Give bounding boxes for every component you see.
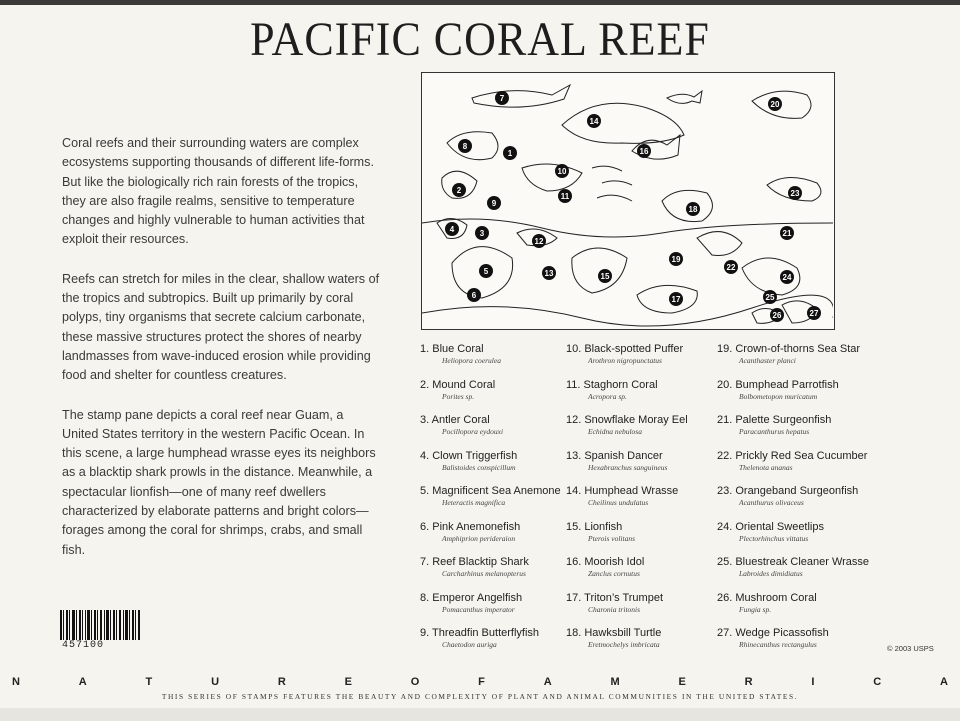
legend-item: 25. Bluestreak Cleaner Wrasse Labroides dimidiatus	[717, 556, 870, 578]
badge-26-label: 26	[772, 311, 782, 320]
series-letter: A	[543, 676, 552, 688]
badge-2-label: 2	[456, 186, 462, 195]
reef-key-illustration	[421, 72, 835, 330]
badge-21-label: 21	[782, 229, 792, 238]
badge-24-label: 24	[782, 273, 792, 282]
series-letter: T	[145, 676, 153, 688]
badge-11-label: 11	[560, 192, 570, 201]
legend-item: 9. Threadfin Butterflyfish Chaetodon auriga	[420, 627, 540, 649]
legend-item: 6. Pink Anemonefish Amphiprion perideraion	[420, 520, 521, 543]
badge-13-label: 13	[544, 269, 554, 278]
legend-item: 19. Crown-of-thorns Sea Star Acanthaster planci	[717, 343, 861, 365]
legend-item: 5. Magnificent Sea Anemone Heteractis magnifica	[420, 485, 561, 507]
badge-8-label: 8	[462, 142, 468, 151]
shark-outline	[472, 85, 570, 107]
badge-15-label: 15	[600, 272, 610, 281]
legend-item: 3. Antler Coral Pocillopora eydouxi	[420, 414, 504, 436]
barcode	[60, 610, 142, 640]
legend-item: 20. Bumphead Parrotfish Bolbometopon muricatum	[717, 378, 839, 401]
legend-item: 22. Prickly Red Sea Cucumber Thelenota ananas	[717, 449, 868, 472]
wrasse-outline	[562, 103, 684, 143]
series-letter: E	[344, 676, 352, 688]
key-number-badges	[445, 91, 821, 322]
barcode-number: 457100	[62, 640, 105, 651]
legend-item: 12. Snowflake Moray Eel Echidna nebulosa	[566, 414, 688, 436]
series-letter: M	[610, 676, 620, 688]
badge-16-label: 16	[639, 147, 649, 156]
legend-item: 21. Palette Surgeonfish Paracanthurus hepatus	[717, 414, 832, 436]
intro-text	[62, 134, 380, 580]
series-name-banner	[0, 676, 960, 690]
series-tagline: THIS SERIES OF STAMPS FEATURES THE BEAUTY AND COMPLEXITY OF PLANT AND ANIMAL COMMUNITIES IN THE UNITED STATES.	[161, 692, 799, 701]
badge-19-label: 19	[671, 255, 681, 264]
badge-20-label: 20	[770, 100, 780, 109]
legend-item: 1. Blue Coral Heliopora coerulea	[420, 343, 501, 365]
legend-item: 4. Clown Triggerfish Balistoides conspicillum	[420, 449, 518, 472]
legend-item: 18. Hawksbill Turtle Eretmochelys imbricata	[566, 627, 662, 649]
legend-item: 14. Humphead Wrasse Cheilinus undulatus	[566, 485, 679, 507]
series-letter: A	[78, 676, 87, 688]
legend-item: 2. Mound Coral Porites sp.	[420, 378, 496, 401]
legend-item: 23. Orangeband Surgeonfish Acanthurus olivaceus	[717, 485, 859, 507]
angelfish-outline	[447, 132, 498, 160]
badge-17-label: 17	[671, 295, 681, 304]
series-letter: N	[12, 676, 20, 688]
top-edge	[0, 0, 960, 5]
series-letter: R	[744, 676, 753, 688]
legend-item: 15. Lionfish Pterois volitans	[566, 520, 636, 543]
legend-item: 8. Emperor Angelfish Pomacanthus imperator	[420, 591, 523, 614]
legend-item: 10. Black-spotted Puffer Arothron nigropunctatus	[566, 343, 684, 365]
badge-9-label: 9	[491, 199, 497, 208]
series-letter: C	[873, 676, 882, 688]
badge-1-label: 1	[507, 149, 513, 158]
badge-27-label: 27	[809, 309, 819, 318]
legend-item: 17. Triton’s Trumpet Charonia tritonis	[566, 591, 664, 614]
badge-25-label: 25	[765, 293, 775, 302]
intro-paragraph-2: Reefs can stretch for miles in the clear, shallow waters of the tropics and subtropics. Built up primarily by coral polyps, tiny organisms that secrete calcium carbonate, these massive structures protect the shores of nearby landmasses from wave-induced erosion while providing food and shelter for countless creatures.	[62, 271, 380, 383]
legend-item: 24. Oriental Sweetlips Plectorhinchus vittatus	[717, 520, 824, 543]
page-title: PACIFIC CORAL REEF	[250, 13, 710, 66]
badge-4-label: 4	[449, 225, 455, 234]
series-letter: E	[678, 676, 686, 688]
copyright-notice: © 2003 USPS	[887, 644, 934, 653]
legend-item: 16. Moorish Idol Zanclus cornutus	[566, 556, 645, 578]
lionfish-outline	[572, 248, 627, 293]
bottom-edge	[0, 708, 960, 721]
badge-3-label: 3	[479, 229, 485, 238]
legend-item: 7. Reef Blacktip Shark Carcharhinus melanopterus	[420, 556, 529, 578]
badge-23-label: 23	[790, 189, 800, 198]
badge-22-label: 22	[726, 263, 736, 272]
series-letter: O	[410, 676, 420, 688]
reef-line-drawing	[422, 73, 833, 328]
series-letter: F	[478, 676, 485, 688]
badge-18-label: 18	[688, 205, 698, 214]
badge-10-label: 10	[557, 167, 567, 176]
intro-paragraph-3: The stamp pane depicts a coral reef near Guam, a United States territory in the western Pacific Ocean. In this scene, a large humphead wrasse eyes its neighbors as a blacktip shark prowls in the distance. Meanwhile, a spectacular lionfish—one of many reef dwellers characterized by elaborate patterns and bright colors—forages among the coral for shrimps, crabs, and small fish.	[62, 407, 376, 557]
legend-item: 11. Staghorn Coral Acropora sp.	[566, 378, 658, 401]
series-letter: R	[277, 676, 286, 688]
legend-item: 13. Spanish Dancer Hexabranchus sanguineus	[566, 449, 668, 472]
badge-6-label: 6	[471, 291, 477, 300]
legend-item: 27. Wedge Picassofish Rhinecanthus rectangulus	[717, 627, 829, 649]
series-letter: U	[211, 676, 220, 688]
badge-14-label: 14	[589, 117, 599, 126]
badge-12-label: 12	[534, 237, 544, 246]
badge-7-label: 7	[499, 94, 505, 103]
series-letter: A	[940, 676, 948, 688]
badge-5-label: 5	[483, 267, 489, 276]
intro-paragraph-1: Coral reefs and their surrounding waters are complex ecosystems supporting thousands of different life-forms. But like the biologically rich rain forests of the tropics, they are also fragile realms, sensitive to temperature changes and highly vulnerable to human activities that exploit their resources.	[62, 136, 374, 247]
series-letter: I	[811, 676, 815, 688]
legend-item: 26. Mushroom Coral Fungia sp.	[717, 591, 817, 614]
